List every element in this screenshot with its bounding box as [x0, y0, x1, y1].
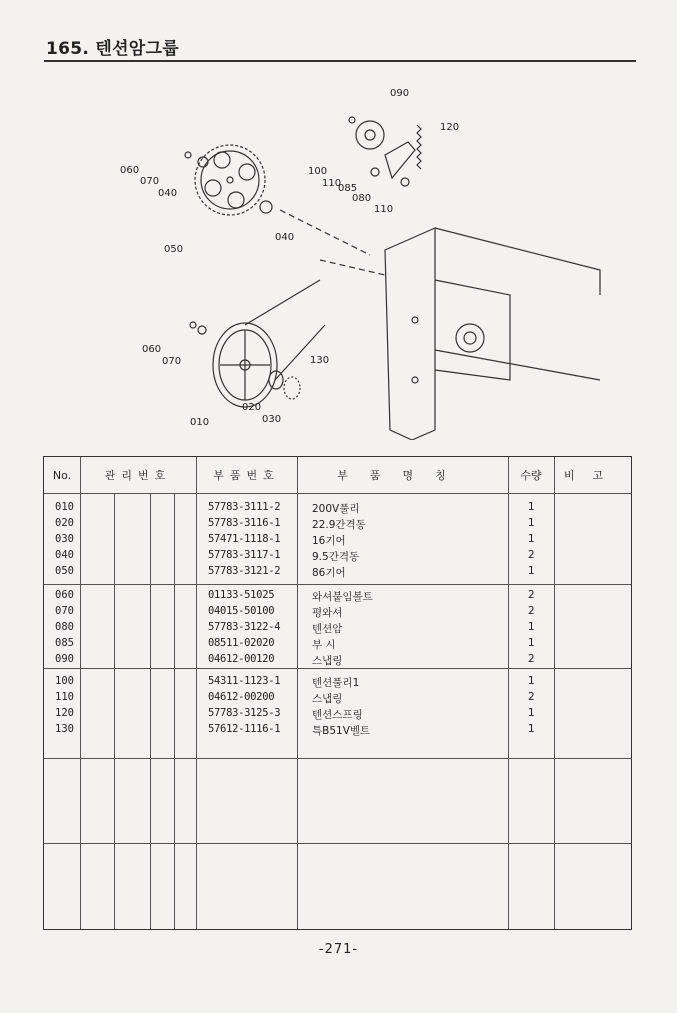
row-divider: [44, 843, 631, 844]
cell-name: 스냅링: [312, 693, 343, 705]
header-no: No.: [52, 468, 72, 482]
table-row: [44, 653, 631, 668]
cell-no: 030: [55, 533, 74, 545]
cell-name: 22.9간격동: [312, 519, 366, 531]
tension-pulley: [356, 121, 384, 149]
cell-qty: 2: [528, 549, 535, 561]
table-row: [44, 723, 631, 738]
cell-no: 050: [55, 565, 74, 577]
cell-qty: 1: [528, 501, 535, 513]
callout-120: 120: [440, 122, 460, 133]
cell-part-no: 57612-1116-1: [208, 723, 281, 735]
page-title: 165. 텐션암그룹: [46, 39, 179, 59]
cell-qty: 1: [528, 707, 535, 719]
cell-name: 200V풀리: [312, 503, 360, 515]
header-note: 비고: [563, 469, 622, 482]
table-row: [44, 691, 631, 706]
callout-050: 050: [164, 244, 184, 255]
callout-040: 040: [158, 188, 178, 199]
table-row: [44, 675, 631, 690]
table-row: [44, 517, 631, 532]
cell-name: 평와셔: [312, 607, 343, 619]
cell-name: 부 시: [312, 639, 336, 651]
table-row: [44, 637, 631, 652]
header-qty: 수량: [520, 469, 542, 482]
cell-name: 와셔붙임볼트: [312, 591, 373, 603]
cell-no: 060: [55, 589, 74, 601]
cell-part-no: 57783-3116-1: [208, 517, 281, 529]
cell-no: 070: [55, 605, 74, 617]
table-row: [44, 533, 631, 548]
cell-qty: 1: [528, 675, 535, 687]
cell-part-no: 01133-51025: [208, 589, 275, 601]
cell-part-no: 57783-3125-3: [208, 707, 281, 719]
table-row: [44, 589, 631, 604]
cell-qty: 1: [528, 533, 535, 545]
callout-090: 090: [390, 88, 410, 99]
cell-name: 스냅링: [312, 655, 343, 667]
page-number: -271-: [318, 942, 359, 957]
callout-070: 070: [140, 176, 160, 187]
cell-name: 텐션암: [312, 623, 343, 635]
table-row: [44, 501, 631, 516]
cell-no: 010: [55, 501, 74, 513]
row-divider: [44, 758, 631, 759]
row-divider: [44, 668, 631, 669]
callout-040b: 040: [275, 232, 295, 243]
cell-no: 120: [55, 707, 74, 719]
cell-part-no: 08511-02020: [208, 637, 275, 649]
cell-no: 090: [55, 653, 74, 665]
cell-no: 110: [55, 691, 74, 703]
tension-spring: [417, 125, 421, 169]
cell-qty: 1: [528, 723, 535, 735]
cell-no: 020: [55, 517, 74, 529]
table-row: [44, 707, 631, 722]
title-divider: [44, 60, 636, 62]
cell-no: 130: [55, 723, 74, 735]
cell-no: 100: [55, 675, 74, 687]
cell-qty: 2: [528, 691, 535, 703]
table-row: [44, 621, 631, 636]
callout-010: 010: [190, 417, 210, 428]
cell-no: 085: [55, 637, 74, 649]
callout-060b: 060: [142, 344, 162, 355]
callout-110: 110: [322, 178, 342, 189]
cell-qty: 2: [528, 589, 535, 601]
callout-080: 080: [352, 193, 372, 204]
cell-qty: 1: [528, 621, 535, 633]
cell-qty: 1: [528, 517, 535, 529]
header-name: 부품명칭: [337, 469, 468, 482]
callout-020: 020: [242, 402, 262, 413]
table-row: [44, 565, 631, 580]
cell-no: 040: [55, 549, 74, 561]
cell-no: 080: [55, 621, 74, 633]
callout-100: 100: [308, 166, 328, 177]
parts-table: [43, 456, 632, 930]
frame-plate: [385, 228, 435, 440]
cell-part-no: 57783-3122-4: [208, 621, 281, 633]
cell-name: 텐션스프링: [312, 709, 363, 721]
cell-part-no: 57783-3121-2: [208, 565, 281, 577]
cell-part-no: 04015-50100: [208, 605, 275, 617]
row-divider: [44, 493, 631, 494]
cell-name: 9.5간격동: [312, 551, 360, 563]
cell-part-no: 04612-00120: [208, 653, 275, 665]
cell-qty: 1: [528, 565, 535, 577]
table-row: [44, 549, 631, 564]
exploded-parts-diagram: [40, 80, 640, 440]
cell-part-no: 57783-3111-2: [208, 501, 281, 513]
callout-110b: 110: [374, 204, 394, 215]
cell-name: 텐션풀리1: [312, 677, 360, 689]
callout-060: 060: [120, 165, 140, 176]
cell-part-no: 04612-00200: [208, 691, 275, 703]
callout-070b: 070: [162, 356, 182, 367]
cell-part-no: 57783-3117-1: [208, 549, 281, 561]
cell-qty: 1: [528, 637, 535, 649]
callout-030: 030: [262, 414, 282, 425]
header-mgmt: 관리번호: [104, 469, 172, 482]
cell-part-no: 57471-1118-1: [208, 533, 281, 545]
row-divider: [44, 584, 631, 585]
callout-130: 130: [310, 355, 330, 366]
cell-qty: 2: [528, 653, 535, 665]
cell-name: 16기어: [312, 535, 346, 547]
cell-part-no: 54311-1123-1: [208, 675, 281, 687]
cell-qty: 2: [528, 605, 535, 617]
header-part-no: 부품번호: [213, 469, 280, 482]
callout-085: 085: [338, 183, 358, 194]
table-row: [44, 605, 631, 620]
cell-name: 특B51V벨트: [312, 725, 371, 737]
cell-name: 86기어: [312, 567, 346, 579]
